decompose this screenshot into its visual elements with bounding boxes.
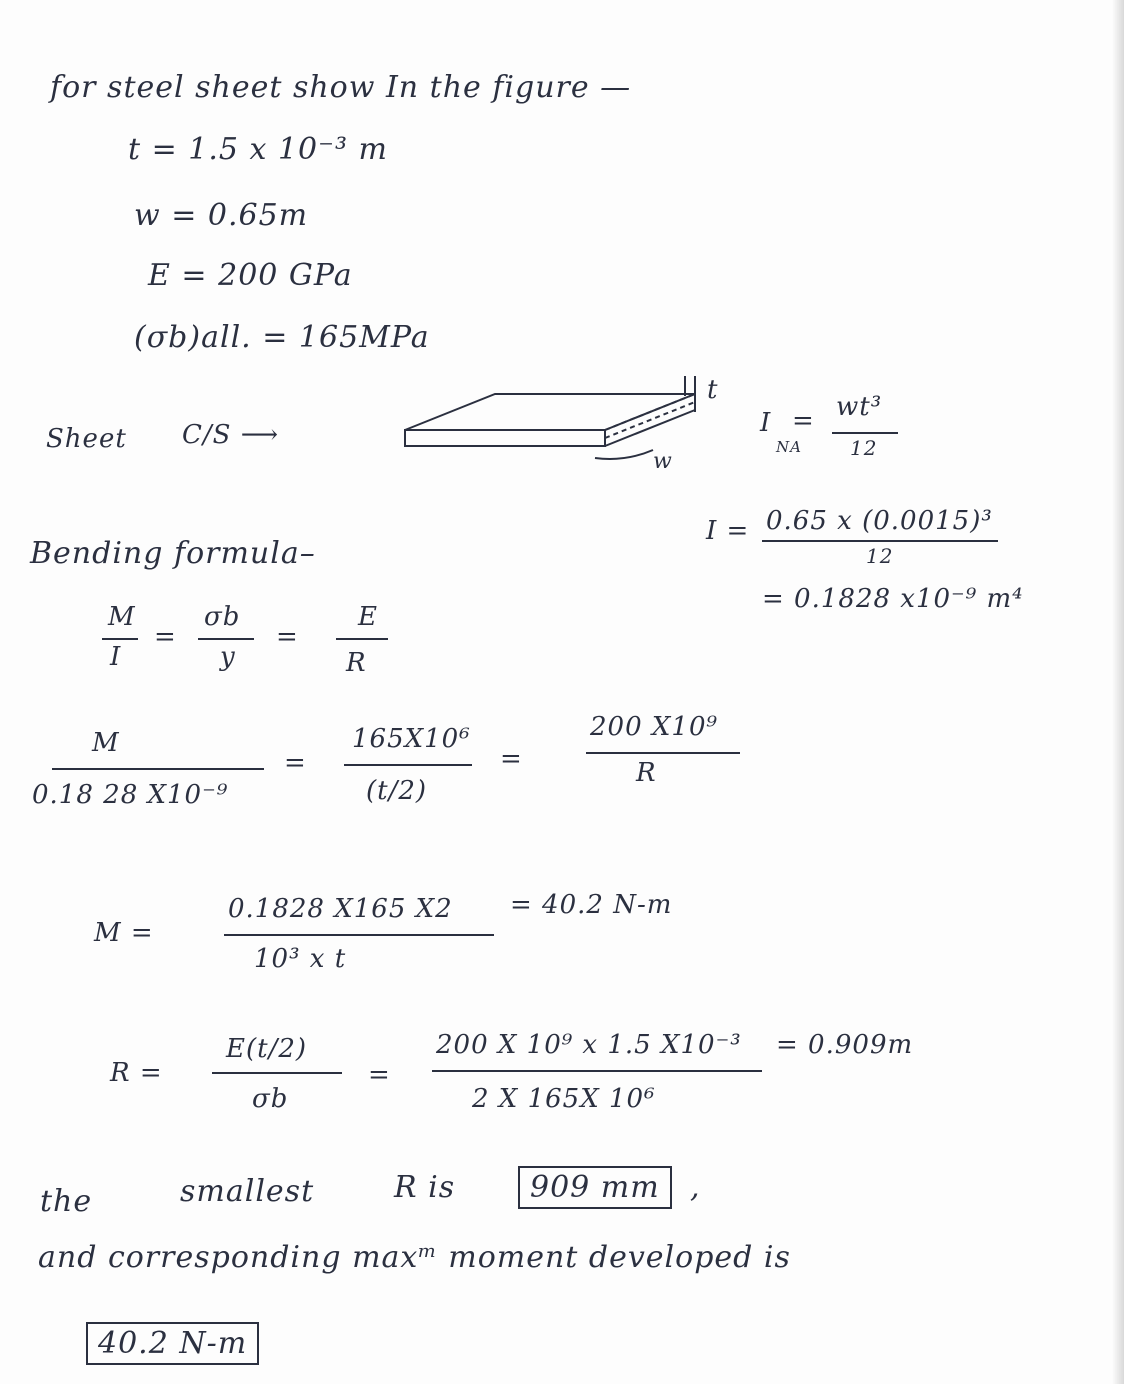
subst-den-2: (t/2) [366, 776, 428, 806]
bending-sigma: σb [204, 602, 241, 632]
inertia-numerator: wt³ [836, 392, 883, 422]
intro-line: for steel sheet show In the figure — [50, 70, 632, 105]
bending-eq-1: = [154, 622, 177, 652]
inertia-result: = 0.1828 x10⁻⁹ m⁴ [762, 584, 1024, 614]
radius-num-1: E(t/2) [226, 1034, 308, 1064]
bending-E: E [358, 602, 378, 632]
radius-result: = 0.909m [776, 1030, 914, 1060]
given-modulus: E = 200 GPa [148, 258, 353, 293]
sheet-label: Sheet [46, 424, 127, 454]
given-width: w = 0.65m [134, 198, 309, 233]
inertia-calc-lhs: I = [706, 516, 750, 546]
moment-lhs: M = [94, 918, 154, 948]
moment-denominator: 10³ x t [254, 944, 347, 974]
steel-sheet-sketch [395, 372, 755, 482]
inertia-equals: = [792, 406, 815, 436]
conclusion-the: the [40, 1184, 93, 1219]
sheet-w-marker: w [653, 449, 672, 474]
inertia-calc-numerator: 0.65 x (0.0015)³ [766, 506, 993, 536]
inertia-calc-bar [762, 540, 998, 542]
radius-lhs: R = [110, 1058, 163, 1088]
bending-heading: Bending formula– [30, 536, 316, 571]
given-thickness: t = 1.5 x 10⁻³ m [128, 132, 388, 167]
radius-bar-1 [212, 1072, 342, 1074]
inertia-subscript: NA [776, 438, 802, 456]
subst-den-1: 0.18 28 X10⁻⁹ [32, 780, 229, 810]
inertia-denominator: 12 [850, 436, 878, 460]
moment-result: = 40.2 N-m [510, 890, 673, 920]
subst-bar-2 [344, 764, 472, 766]
answer-radius-box: 909 mm [518, 1166, 672, 1209]
bending-bar-2 [198, 638, 254, 640]
bending-bar-1 [102, 638, 138, 640]
subst-num-3: 200 X10⁹ [590, 712, 718, 742]
radius-bar-2 [432, 1070, 762, 1072]
subst-eq-2: = [500, 744, 523, 774]
subst-eq-1: = [284, 748, 307, 778]
bending-y: y [220, 642, 236, 672]
given-allowable-stress: (σb)all. = 165MPa [134, 320, 430, 355]
answer-moment-box: 40.2 N-m [86, 1322, 259, 1365]
bending-eq-2: = [276, 622, 299, 652]
radius-eq: = [368, 1060, 391, 1090]
subst-bar-1 [52, 768, 264, 770]
page-edge-shadow [1112, 0, 1124, 1384]
conclusion-R-is: R is [394, 1170, 456, 1205]
moment-fraction-bar [224, 934, 494, 936]
bending-R: R [346, 648, 367, 678]
inertia-calc-denominator: 12 [866, 544, 894, 568]
bending-I: I [110, 642, 122, 672]
radius-den-2: 2 X 165X 10⁶ [472, 1084, 656, 1114]
subst-bar-3 [586, 752, 740, 754]
conclusion-smallest: smallest [180, 1174, 315, 1209]
subst-den-3: R [636, 758, 657, 788]
inertia-lhs: I [760, 408, 772, 438]
subst-num-2: 165X10⁶ [352, 724, 471, 754]
radius-num-2: 200 X 10⁹ x 1.5 X10⁻³ [436, 1030, 742, 1060]
conclusion-line-2: and corresponding maxᵐ moment developed is [38, 1240, 791, 1275]
radius-den-1: σb [252, 1084, 289, 1114]
moment-numerator: 0.1828 X165 X2 [228, 894, 453, 924]
bending-bar-3 [336, 638, 388, 640]
sheet-t-marker: t [707, 375, 718, 405]
cross-section-arrow: C/S ⟶ [182, 420, 280, 450]
inertia-fraction-bar [832, 432, 898, 434]
conclusion-comma: , [690, 1170, 701, 1205]
subst-M: M [92, 728, 120, 758]
bending-M: M [108, 602, 136, 632]
